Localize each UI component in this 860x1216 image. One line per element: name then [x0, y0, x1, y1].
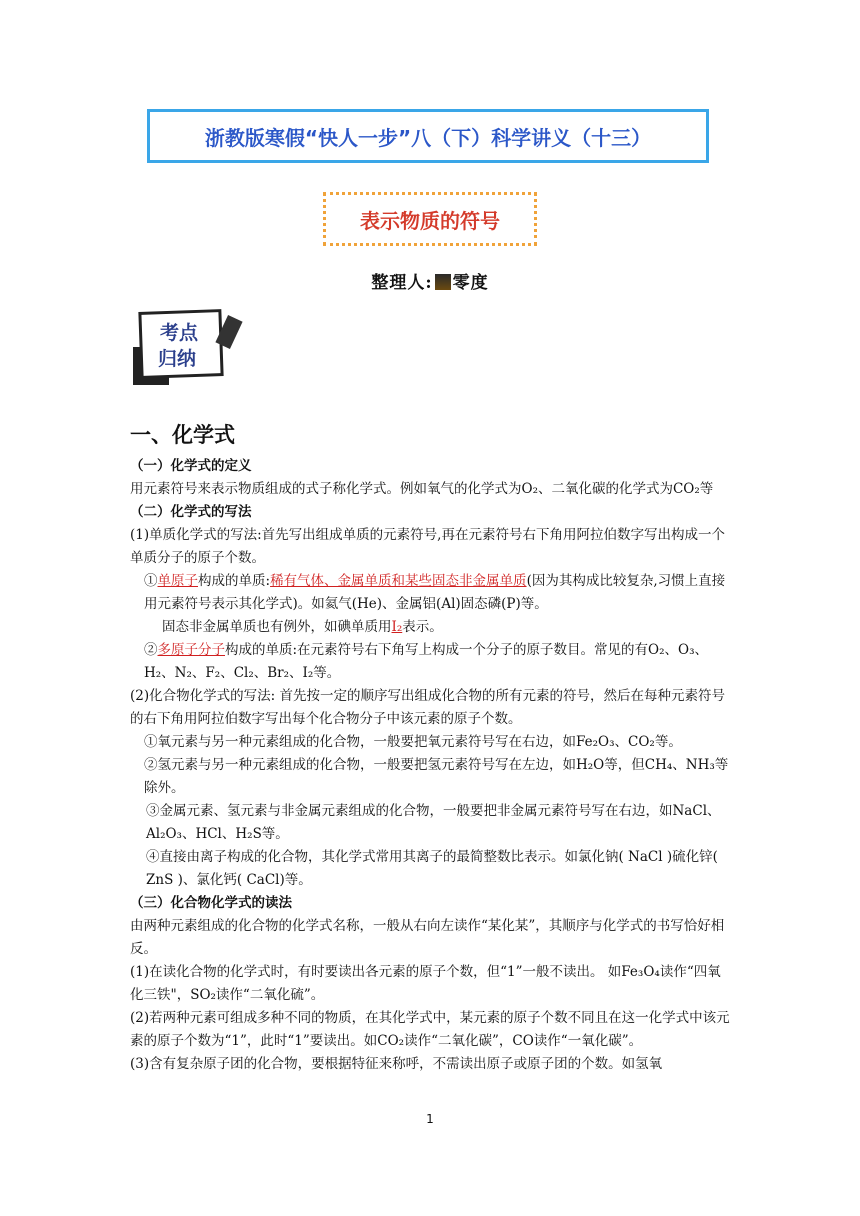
- compiler-name: 零度: [452, 273, 489, 293]
- paragraph: (3)含有复杂原子团的化合物，要根据特征来称呼，不需读出原子或原子团的个数。如氢氧: [130, 1056, 663, 1072]
- definition-text: 用元素符号来表示物质组成的式子称化学式。例如氧气的化学式为O₂、二氧化碳的化学式为CO₂等: [130, 481, 714, 497]
- paragraph: (1)单质化学式的写法:首先写出组成单质的元素符号,再在元素符号右下角用阿拉伯数字写出构成一个单质分子的原子个数。: [130, 527, 725, 566]
- badge-line2: 归纳: [157, 348, 197, 370]
- key-points-badge-icon: [131, 307, 243, 387]
- compiler-label: 整理人:: [371, 273, 433, 293]
- paragraph: 由两种元素组成的化合物的化学式名称，一般从右向左读作“某化某”，其顺序与化学式的书写恰好相反。: [130, 918, 725, 957]
- sub-heading-definition: （一）化学式的定义: [130, 458, 252, 474]
- paragraph: ②多原子分子构成的单质:在元素符号右下角写上构成一个分子的原子数目。常见的有O₂、O₃、H₂、N₂、F₂、Cl₂、Br₂、I₂等。: [144, 642, 709, 681]
- section-heading: 一、化学式: [130, 423, 235, 447]
- document-title: 浙教版寒假“快人一步”八（下）科学讲义（十三）: [204, 125, 652, 150]
- paragraph: ③金属元素、氢元素与非金属元素组成的化合物，一般要把非金属元素符号写在右边，如NaCl、Al₂O₃、HCl、H₂S等。: [146, 803, 721, 842]
- paragraph: 固态非金属单质也有例外，如碘单质用I₂表示。: [162, 619, 443, 635]
- sub-heading-writing: （二）化学式的写法: [130, 504, 252, 520]
- paragraph: (1)在读化合物的化学式时，有时要读出各元素的原子个数，但“1”一般不读出。 如Fe₃O₄读作“四氧化三铁"，SO₂读作“二氧化硫”。: [130, 964, 721, 1003]
- sub-heading-reading: （三）化合物化学式的读法: [130, 895, 292, 911]
- paragraph: (2)若两种元素可组成多种不同的物质，在其化学式中，某元素的原子个数不同且在这一化学式中该元素的原子个数为“1”，此时“1”要读出。如CO₂读作“二氧化碳”，CO读作“一氧化碳”。: [130, 1010, 730, 1049]
- topic-title-box: [323, 192, 537, 246]
- compiler-avatar-icon: [435, 274, 451, 290]
- paragraph: ①氧元素与另一种元素组成的化合物，一般要把氧元素符号写在右边，如Fe₂O₃、CO₂等。: [144, 734, 682, 750]
- section-body: [130, 455, 734, 1076]
- paragraph: ①单原子构成的单质:稀有气体、金属单质和某些固态非金属单质(因为其构成比较复杂,习惯上直接用元素符号表示其化学式)。如氦气(He)、金属铝(Al)固态磷(P)等。: [144, 573, 726, 612]
- paragraph: (2)化合物化学式的写法: 首先按一定的顺序写出组成化合物的所有元素的符号，然后在每种元素符号的右下角用阿拉伯数字写出每个化合物分子中该元素的原子个数。: [130, 688, 725, 727]
- document-title-box: [147, 109, 709, 163]
- paragraph: ②氢元素与另一种元素组成的化合物，一般要把氢元素符号写在左边，如H₂O等，但CH₄、NH₃等除外。: [144, 757, 729, 796]
- compiler-line: [0, 268, 860, 293]
- topic-title: 表示物质的符号: [360, 208, 500, 233]
- page-number: 1: [426, 1112, 434, 1126]
- paragraph: ④直接由离子构成的化合物，其化学式常用其离子的最简整数比表示。如氯化钠( NaCl )硫化锌( ZnS )、氯化钙( CaCl)等。: [146, 849, 718, 888]
- badge-line1: 考点: [159, 322, 199, 344]
